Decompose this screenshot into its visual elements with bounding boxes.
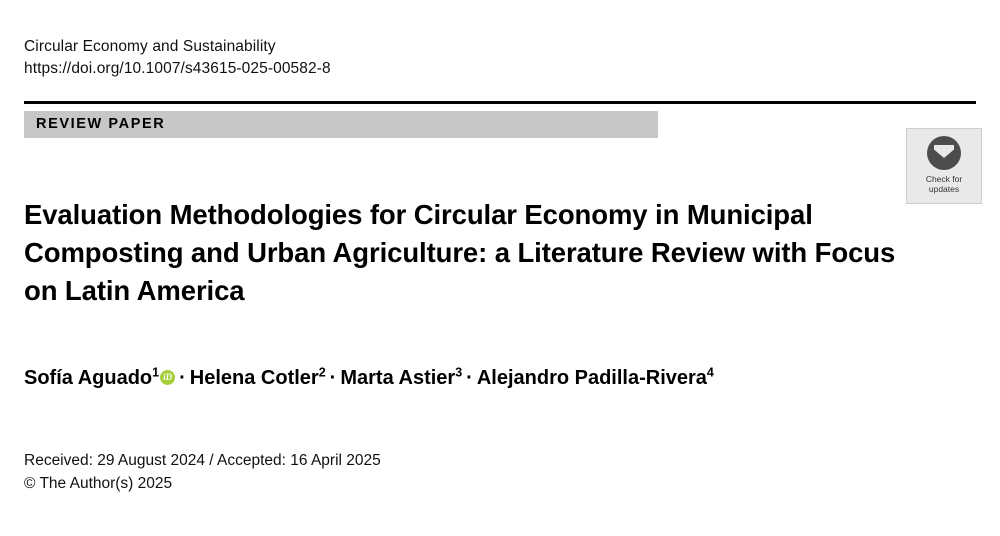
crossmark-label-line1: Check for (925, 174, 963, 184)
author-affiliation-marker: 4 (706, 365, 714, 380)
crossmark-label (926, 174, 962, 194)
author-affiliation-marker: 1 (152, 365, 160, 380)
crossmark-label-line2: updates (928, 184, 960, 194)
crossmark-check-for-updates-icon (927, 136, 961, 170)
author-name: Helena Cotler (189, 367, 319, 389)
journal-name: Circular Economy and Sustainability (24, 38, 276, 55)
journal-doi-link[interactable]: https://doi.org/10.1007/s43615-025-00582-8 (24, 60, 331, 77)
journal-header (24, 36, 331, 80)
publication-history (24, 449, 381, 495)
paper-type-label: REVIEW PAPER (36, 116, 166, 132)
author-name: Marta Astier (340, 367, 456, 389)
author-separator: · (329, 367, 337, 389)
orcid-icon[interactable] (160, 370, 175, 385)
author-affiliation-marker: 3 (455, 365, 463, 380)
author-name: Alejandro Padilla-Rivera (476, 367, 707, 389)
author-separator: · (179, 367, 186, 389)
author-affiliation-marker: 2 (318, 365, 326, 380)
author-name: Sofía Aguado (24, 367, 153, 389)
crossmark-badge[interactable] (906, 128, 982, 204)
author-list (24, 364, 944, 392)
header-divider (24, 101, 976, 104)
page-title: Evaluation Methodologies for Circular Economy in Municipal Composting and Urban Agriculture: a Literature Review with Focus on Latin America (24, 199, 896, 306)
copyright-line: © The Author(s) 2025 (24, 475, 173, 492)
received-accepted-dates: Received: 29 August 2024 / Accepted: 16 April 2025 (24, 452, 381, 469)
author-separator: · (466, 367, 473, 389)
